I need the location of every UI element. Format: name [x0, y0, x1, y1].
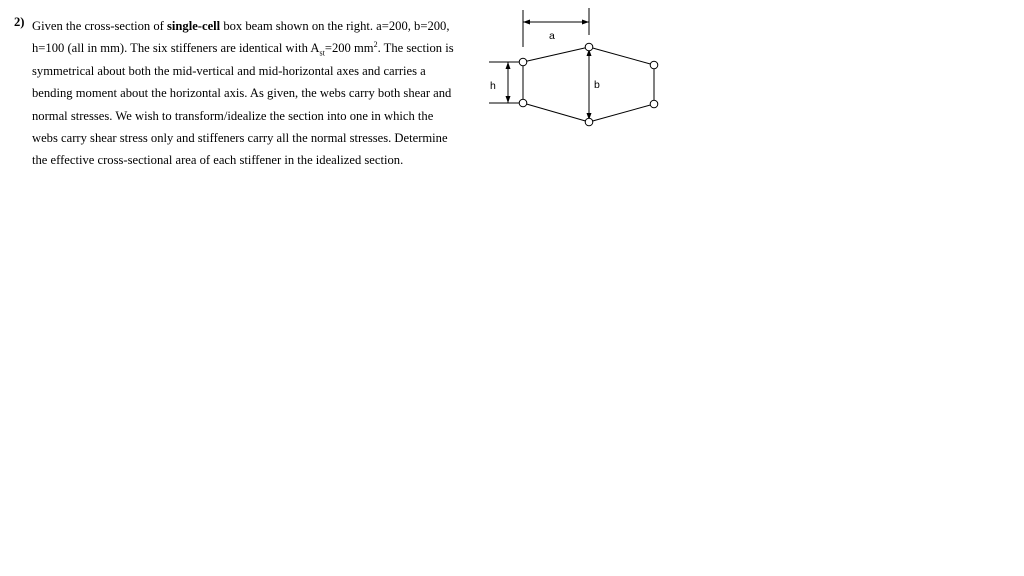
dim-a-left-arrow [523, 20, 530, 25]
problem-line-6: webs carry shear stress only and stiffeners carry all the normal stresses. Determine [32, 130, 448, 145]
stiffener-node [519, 99, 527, 107]
dim-a-right-arrow [582, 20, 589, 25]
top-left-skin [523, 47, 589, 62]
area-unit-superscript: 2 [373, 40, 378, 50]
problem-line-2-end: . The section is [377, 41, 454, 56]
problem-line-2-start: h=100 (all in mm). The six stiffeners are identical with A [32, 41, 320, 56]
problem-line-1 [32, 15, 487, 37]
problem-line-2-mid: =200 mm [324, 41, 374, 56]
problem-text [32, 15, 487, 172]
area-subscript: st [319, 48, 325, 58]
bottom-right-skin [589, 104, 654, 122]
bottom-left-skin [523, 103, 589, 122]
dim-a-label: a [549, 30, 555, 42]
problem-line-7: the effective cross-sectional area of each stiffener in the idealized section. [32, 153, 404, 168]
stiffener-node [650, 61, 658, 69]
problem-number: 2) [14, 15, 25, 29]
box-beam-cross-section-figure [482, 4, 672, 136]
problem-line-1-bold: single-cell [167, 19, 221, 33]
problem-line-4: bending moment about the horizontal axis. As given, the webs carry both shear and [32, 86, 452, 101]
problem-line-3: symmetrical about both the mid-vertical and mid-horizontal axes and carries a [32, 63, 426, 78]
stiffener-node [519, 58, 527, 66]
dimension-b [587, 47, 592, 122]
stiffener-node [650, 100, 658, 108]
dim-h-label: h [490, 80, 496, 92]
dim-h-top-arrow [506, 62, 511, 69]
problem-line-5: normal stresses. We wish to transform/idealize the section into one in which the [32, 108, 434, 123]
stiffener-node [585, 118, 593, 126]
top-right-skin [589, 47, 654, 65]
problem-line-1-end: box beam shown on the right. a=200, b=200, [220, 19, 450, 33]
dim-h-bottom-arrow [506, 96, 511, 103]
problem-line-1-start: Given the cross-section of [32, 19, 167, 33]
dimension-a [523, 8, 589, 47]
dim-b-label: b [594, 79, 600, 91]
stiffener-node [585, 43, 593, 51]
problem-line-2 [32, 37, 487, 59]
